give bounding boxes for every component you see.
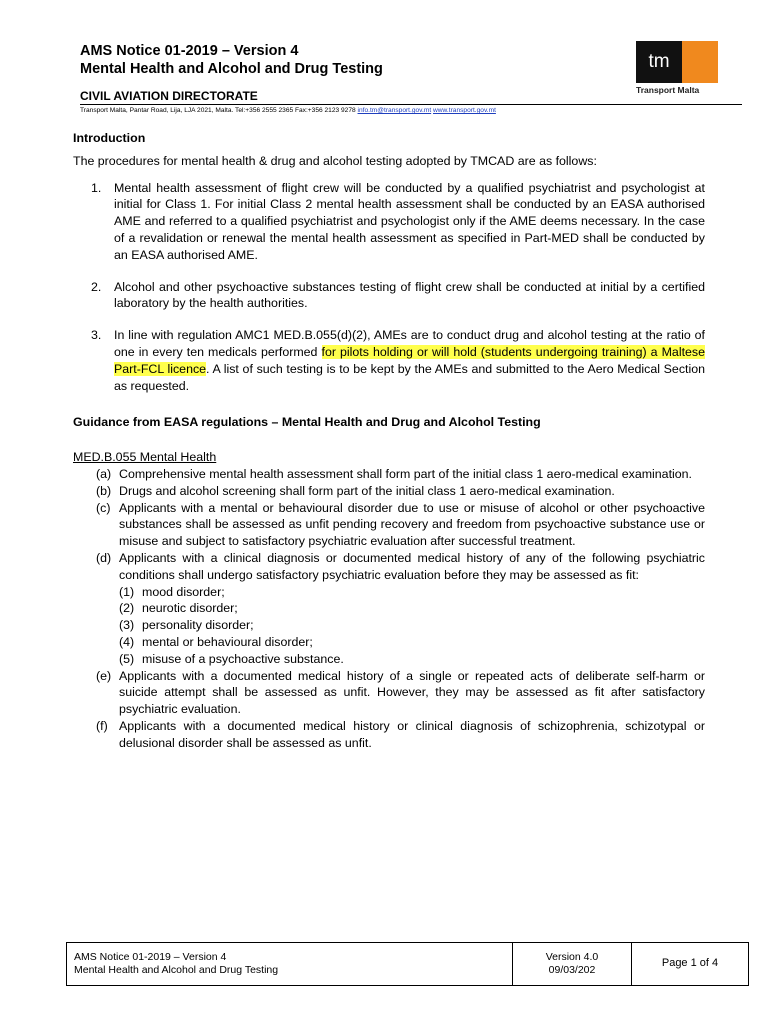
sub-text: misuse of a psychoactive substance. [142,651,344,666]
list-item [73,483,705,500]
item-marker: (b) [96,483,112,498]
sub-marker: (3) [119,618,135,633]
item-marker: (e) [96,668,112,683]
footer-date: 09/03/202 [548,964,596,976]
list-text: Mental health assessment of flight crew will be conducted by a qualified psychiatrist and psychologist at initial for Class 1. For initial Class 2 mental health assessment shall be conducted by an EASA authorised AME and referred to a qualified psychiatrist and psychologist only if the AME deems necessary. In the case of a revalidation or renewal the mental health assessment as specified in Part-MED shall be conducted by an EASA authorised AME. [114,180,705,262]
item-marker: (c) [96,500,111,515]
list-item [73,718,705,752]
list-item [73,279,705,313]
med-section-title: MED.B.055 Mental Health [73,450,217,465]
sub-text: mood disorder; [142,584,225,599]
condition-sublist [119,584,705,668]
footer-version: Version 4.0 [545,951,599,963]
notice-title: AMS Notice 01-2019 – Version 4 [80,43,299,59]
list-number: 1. [91,180,102,195]
item-marker: (f) [96,718,108,733]
sub-marker: (4) [119,634,135,649]
list-item [73,668,705,718]
list-text: Alcohol and other psychoactive substances testing of flight crew shall be conducted at initial by a certified laboratory by the health authorities. [114,279,705,311]
guidance-heading: Guidance from EASA regulations – Mental Health and Drug and Alcohol Testing [73,415,541,430]
footer-notice-title: AMS Notice 01-2019 – Version 4 [74,951,227,963]
item-text: Drugs and alcohol screening shall form part of the initial class 1 aero-medical examination. [119,483,615,498]
footer-page-number: Page 1 of 4 [661,957,719,969]
contact-line [80,107,496,114]
med-provisions-list [73,466,705,752]
list-item [73,327,705,394]
notice-subtitle: Mental Health and Alcohol and Drug Testing [80,61,383,77]
item-marker: (d) [96,550,112,565]
sublist-item [119,584,705,601]
sublist-item [119,600,705,617]
item-text: Applicants with a documented medical history of a single or repeated acts of deliberate self-harm or suicide attempt shall be assessed as unfit. However, they may be assessed as fit after satisfactory psychiatric evaluation. [119,668,705,717]
sub-marker: (2) [119,601,135,616]
sub-text: neurotic disorder; [142,601,238,616]
sublist-item [119,634,705,651]
sub-text: personality disorder; [142,618,254,633]
email-link[interactable]: info.tm@transport.gov.mt [357,107,432,114]
list-number: 3. [91,328,102,343]
footer-document-info [67,943,513,985]
list-text-pre: In line with regulation AMC1 MED.B.055(d)(2), AMEs are to conduct drug and alcohol testing at the ratio of one in every ten medicals performed [114,328,705,359]
item-text: Applicants with a documented medical history or clinical diagnosis of schizophrenia, schizotypal or delusional disorder shall be assessed as unfit. [119,718,705,750]
list-item [73,550,705,668]
list-number: 2. [91,279,102,294]
list-text-post: . A list of such testing is to be kept by the AMEs and submitted to the Aero Medical Section as requested. [114,361,705,393]
logo-name: Transport Malta [636,85,700,95]
footer-version-info [513,943,632,985]
item-text: Applicants with a mental or behavioural disorder due to use or misuse of alcohol or other psychoactive substances shall be assessed as unfit pending recovery and freedom from psychoactive substance use or misuse and subject to satisfactory psychiatric evaluation after successful treatment. [119,500,705,549]
header-divider [80,104,742,105]
logo-orange-block [682,41,718,83]
list-item [73,466,705,483]
footer-notice-subtitle: Mental Health and Alcohol and Drug Testing [74,964,279,976]
list-item [73,180,705,264]
website-link[interactable]: www.transport.gov.mt [433,107,496,114]
document-footer [66,942,749,986]
introduction-heading: Introduction [73,131,146,145]
item-text: Applicants with a clinical diagnosis or documented medical history of any of the following psychiatric conditions shall undergo satisfactory psychiatric evaluation before they may be assessed as fit: [119,550,705,582]
transport-malta-logo [636,41,718,97]
procedures-list [73,180,705,395]
logo-mark: tm [636,41,682,83]
item-marker: (a) [96,466,112,481]
item-text: Comprehensive mental health assessment shall form part of the initial class 1 aero-medical examination. [119,466,692,481]
contact-address: Transport Malta, Pantar Road, Lija, LJA 2021, Malta. Tel:+356 2555 2365 Fax:+356 2123 9278 [80,107,356,114]
introduction-lead: The procedures for mental health & drug and alcohol testing adopted by TMCAD are as follows: [73,153,597,168]
sub-marker: (1) [119,584,135,599]
sub-text: mental or behavioural disorder; [142,634,313,649]
directorate-name: CIVIL AVIATION DIRECTORATE [80,89,258,103]
highlighted-text: for pilots holding or will hold (students undergoing training) a Maltese Part-FCL licence [114,344,706,376]
list-item [73,500,705,550]
document-body [73,130,705,752]
sub-marker: (5) [119,651,135,666]
sublist-item [119,651,705,668]
sublist-item [119,617,705,634]
